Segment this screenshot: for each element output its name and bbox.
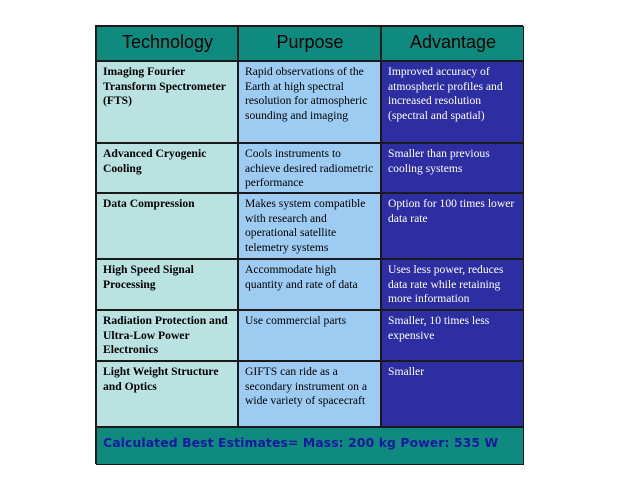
purpose-cell: Makes system compatible with research and operational satellite telemetry systems xyxy=(238,193,381,259)
advantage-cell: Smaller xyxy=(381,361,524,427)
technology-cell: Data Compression xyxy=(96,193,238,259)
header-advantage: Advantage xyxy=(381,26,524,61)
technology-cell: Radiation Protection and Ultra-Low Power Electronics xyxy=(96,310,238,361)
technology-cell: Imaging Fourier Transform Spectrometer (FTS) xyxy=(96,61,238,143)
advantage-cell: Improved accuracy of atmospheric profiles and increased resolution (spectral and spatial) xyxy=(381,61,524,143)
advantage-cell: Option for 100 times lower data rate xyxy=(381,193,524,259)
purpose-cell: Cools instruments to achieve desired radiometric performance xyxy=(238,143,381,193)
purpose-cell: GIFTS can ride as a secondary instrument on a wide variety of spacecraft xyxy=(238,361,381,427)
purpose-cell: Use commercial parts xyxy=(238,310,381,361)
advantage-cell: Smaller, 10 times less expensive xyxy=(381,310,524,361)
technology-cell: Light Weight Structure and Optics xyxy=(96,361,238,427)
header-technology: Technology xyxy=(96,26,238,61)
technology-cell: High Speed Signal Processing xyxy=(96,259,238,310)
best-estimates-footer: Calculated Best Estimates= Mass: 200 kg Power: 535 W xyxy=(96,427,524,465)
header-purpose: Purpose xyxy=(238,26,381,61)
gifts-technology-table xyxy=(95,25,523,464)
purpose-cell: Accommodate high quantity and rate of data xyxy=(238,259,381,310)
technology-cell: Advanced Cryogenic Cooling xyxy=(96,143,238,193)
purpose-cell: Rapid observations of the Earth at high spectral resolution for atmospheric sounding and imaging xyxy=(238,61,381,143)
advantage-cell: Smaller than previous cooling systems xyxy=(381,143,524,193)
advantage-cell: Uses less power, reduces data rate while retaining more information xyxy=(381,259,524,310)
